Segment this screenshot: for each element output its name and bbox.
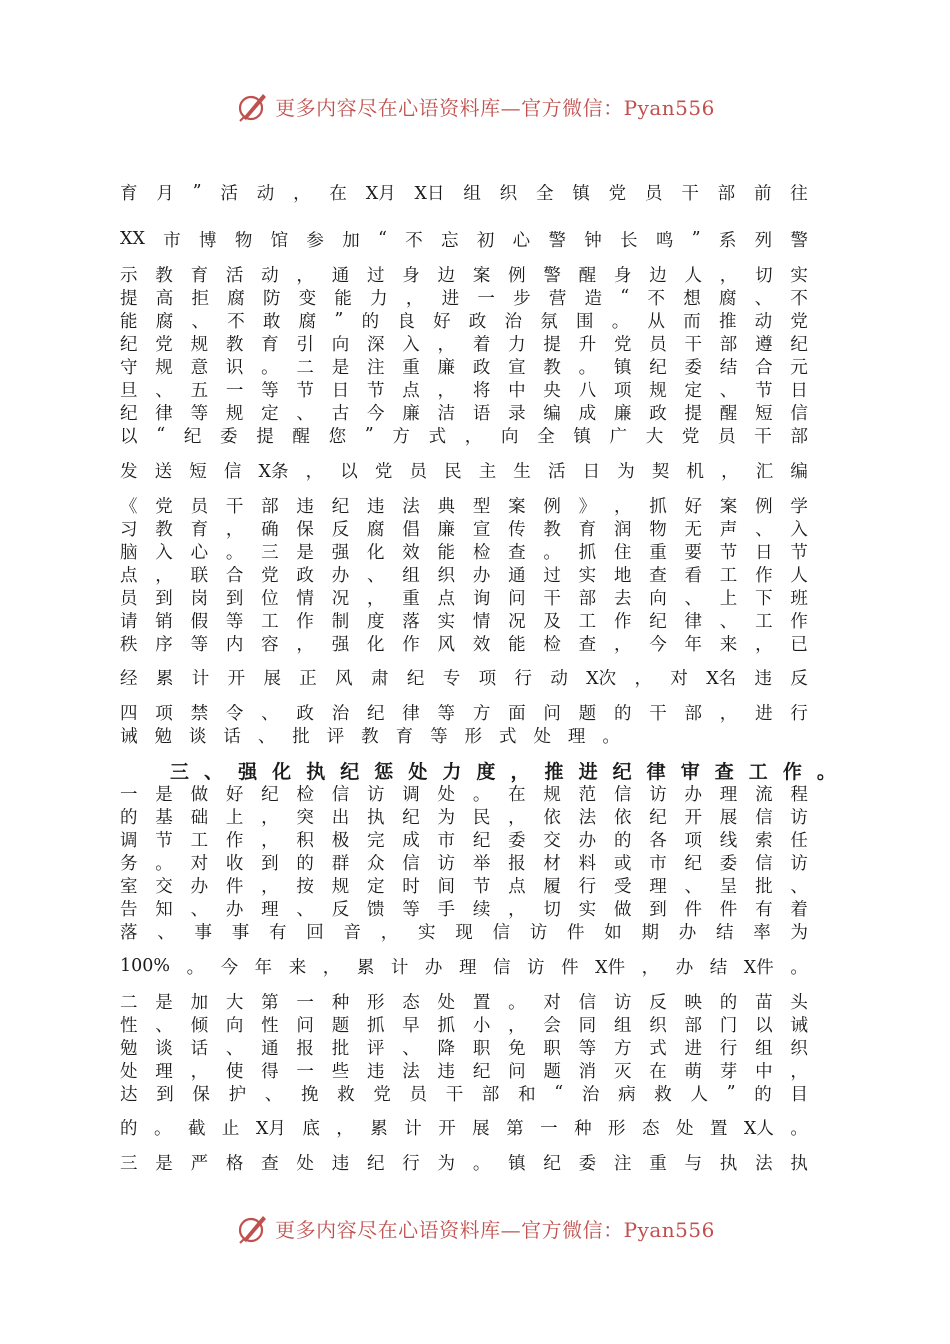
body-line: 示 教 育 活 动 ， 通 过 身 边 案 例 警 醒 身 边 人 ， 切 实	[120, 265, 808, 286]
watermark-banner-top	[0, 86, 950, 126]
body-line: 员 到 岗 到 位 情 况 ， 重 点 询 问 干 部 去 向 、 上 下 班	[120, 588, 808, 609]
body-line: 三 是 严 格 查 处 违 纪 行 为 。 镇 纪 委 注 重 与 执 法 执	[120, 1153, 808, 1174]
body-line: 发 送 短 信 X条 ， 以 党 员 民 主 生 活 日 为 契 机 ， 汇 编	[120, 461, 808, 482]
body-line: 落 、 事 事 有 回 音 ， 实 现 信 访 件 如 期 办 结 率 为	[120, 922, 808, 943]
body-line: 100% 。 今 年 来 ， 累 计 办 理 信 访 件 X件 ， 办 结 X件 。	[120, 956, 808, 978]
body-line: 告 知 、 办 理 、 反 馈 等 手 续 ， 切 实 做 到 件 件 有 着	[120, 899, 808, 920]
body-line: 一 是 做 好 纪 检 信 访 调 处 。 在 规 范 信 访 办 理 流 程	[120, 784, 808, 805]
body-line: 育 月 ” 活 动 ， 在 X月 X日 组 织 全 镇 党 员 干 部 前 往	[120, 182, 808, 204]
body-line: 的 基 础 上 ， 突 出 执 纪 为 民 ， 依 法 依 纪 开 展 信 访	[120, 807, 808, 828]
body-line: 能 腐 、 不 敢 腐 ” 的 良 好 政 治 氛 围 。 从 而 推 动 党	[120, 310, 808, 332]
watermark-text-bottom: 更多内容尽在心语资料库—官方微信：Pyan556	[275, 1217, 715, 1242]
body-line: 诫 勉 谈 话 、 批 评 教 育 等 形 式 处 理 。	[120, 726, 620, 747]
body-line: 提 高 拒 腐 防 变 能 力 ， 进 一 步 营 造 “ 不 想 腐 、 不	[120, 287, 808, 309]
body-line: 请 销 假 等 工 作 制 度 落 实 情 况 及 工 作 纪 律 、 工 作	[120, 611, 808, 632]
body-line: 旦 、 五 一 等 节 日 节 点 ， 将 中 央 八 项 规 定 、 节 日	[120, 380, 808, 401]
body-line: XX 市 博 物 馆 参 加 “ 不 忘 初 心 警 钟 长 鸣 ” 系 列 警	[120, 229, 808, 251]
body-line: 的 。 截 止 X月 底 ， 累 计 开 展 第 一 种 形 态 处 置 X人 。	[120, 1118, 808, 1139]
body-line: 点 ， 联 合 党 政 办 、 组 织 办 通 过 实 地 查 看 工 作 人	[120, 565, 808, 586]
body-line: 室 交 办 件 ， 按 规 定 时 间 节 点 履 行 受 理 、 呈 批 、	[120, 876, 808, 897]
section-heading: 三 、 强 化 执 纪 惩 处 力 度 ， 推 进 纪 律 审 查 工 作 。	[170, 760, 836, 783]
watermark-text-top: 更多内容尽在心语资料库—官方微信：Pyan556	[275, 95, 715, 120]
body-line: 性 、 倾 向 性 问 题 抓 早 抓 小 ， 会 同 组 织 部 门 以 诫	[120, 1015, 808, 1036]
body-line: 《 党 员 干 部 违 纪 违 法 典 型 案 例 》 ， 抓 好 案 例 学	[120, 496, 808, 517]
body-line: 勉 谈 话 、 通 报 批 评 、 降 职 免 职 等 方 式 进 行 组 织	[120, 1038, 808, 1059]
body-line: 调 节 工 作 ， 积 极 完 成 市 纪 委 交 办 的 各 项 线 索 任	[120, 830, 808, 851]
body-line: 以 “ 纪 委 提 醒 您 ” 方 式 ， 向 全 镇 广 大 党 员 干 部	[120, 425, 808, 447]
body-line: 二 是 加 大 第 一 种 形 态 处 置 。 对 信 访 反 映 的 苗 头	[120, 992, 808, 1013]
body-line: 秩 序 等 内 容 ， 强 化 作 风 效 能 检 查 ， 今 年 来 ， 已	[120, 634, 808, 655]
body-line: 达 到 保 护 、 挽 救 党 员 干 部 和 “ 治 病 救 人 ” 的 目	[120, 1083, 808, 1105]
body-line: 经 累 计 开 展 正 风 肃 纪 专 项 行 动 X次 ， 对 X名 违 反	[120, 668, 808, 689]
body-line: 守 规 意 识 。 二 是 注 重 廉 政 宣 教 。 镇 纪 委 结 合 元	[120, 357, 808, 378]
watermark-banner-bottom	[0, 1208, 950, 1248]
body-line: 务 。 对 收 到 的 群 众 信 访 举 报 材 料 或 市 纪 委 信 访	[120, 853, 808, 874]
quill-logo-icon	[235, 88, 271, 124]
body-line: 四 项 禁 令 、 政 治 纪 律 等 方 面 问 题 的 干 部 ， 进 行	[120, 703, 808, 724]
body-line: 处 理 ， 使 得 一 些 违 法 违 纪 问 题 消 灭 在 萌 芽 中 ，	[120, 1061, 808, 1082]
quill-logo-icon	[235, 1210, 271, 1246]
body-line: 脑 入 心 。 三 是 强 化 效 能 检 查 。 抓 住 重 要 节 日 节	[120, 542, 808, 563]
body-line: 纪 律 等 规 定 、 古 今 廉 洁 语 录 编 成 廉 政 提 醒 短 信	[120, 403, 808, 424]
body-line: 纪 党 规 教 育 引 向 深 入 ， 着 力 提 升 党 员 干 部 遵 纪	[120, 334, 808, 355]
body-line: 习 教 育 ， 确 保 反 腐 倡 廉 宣 传 教 育 润 物 无 声 、 入	[120, 519, 808, 540]
